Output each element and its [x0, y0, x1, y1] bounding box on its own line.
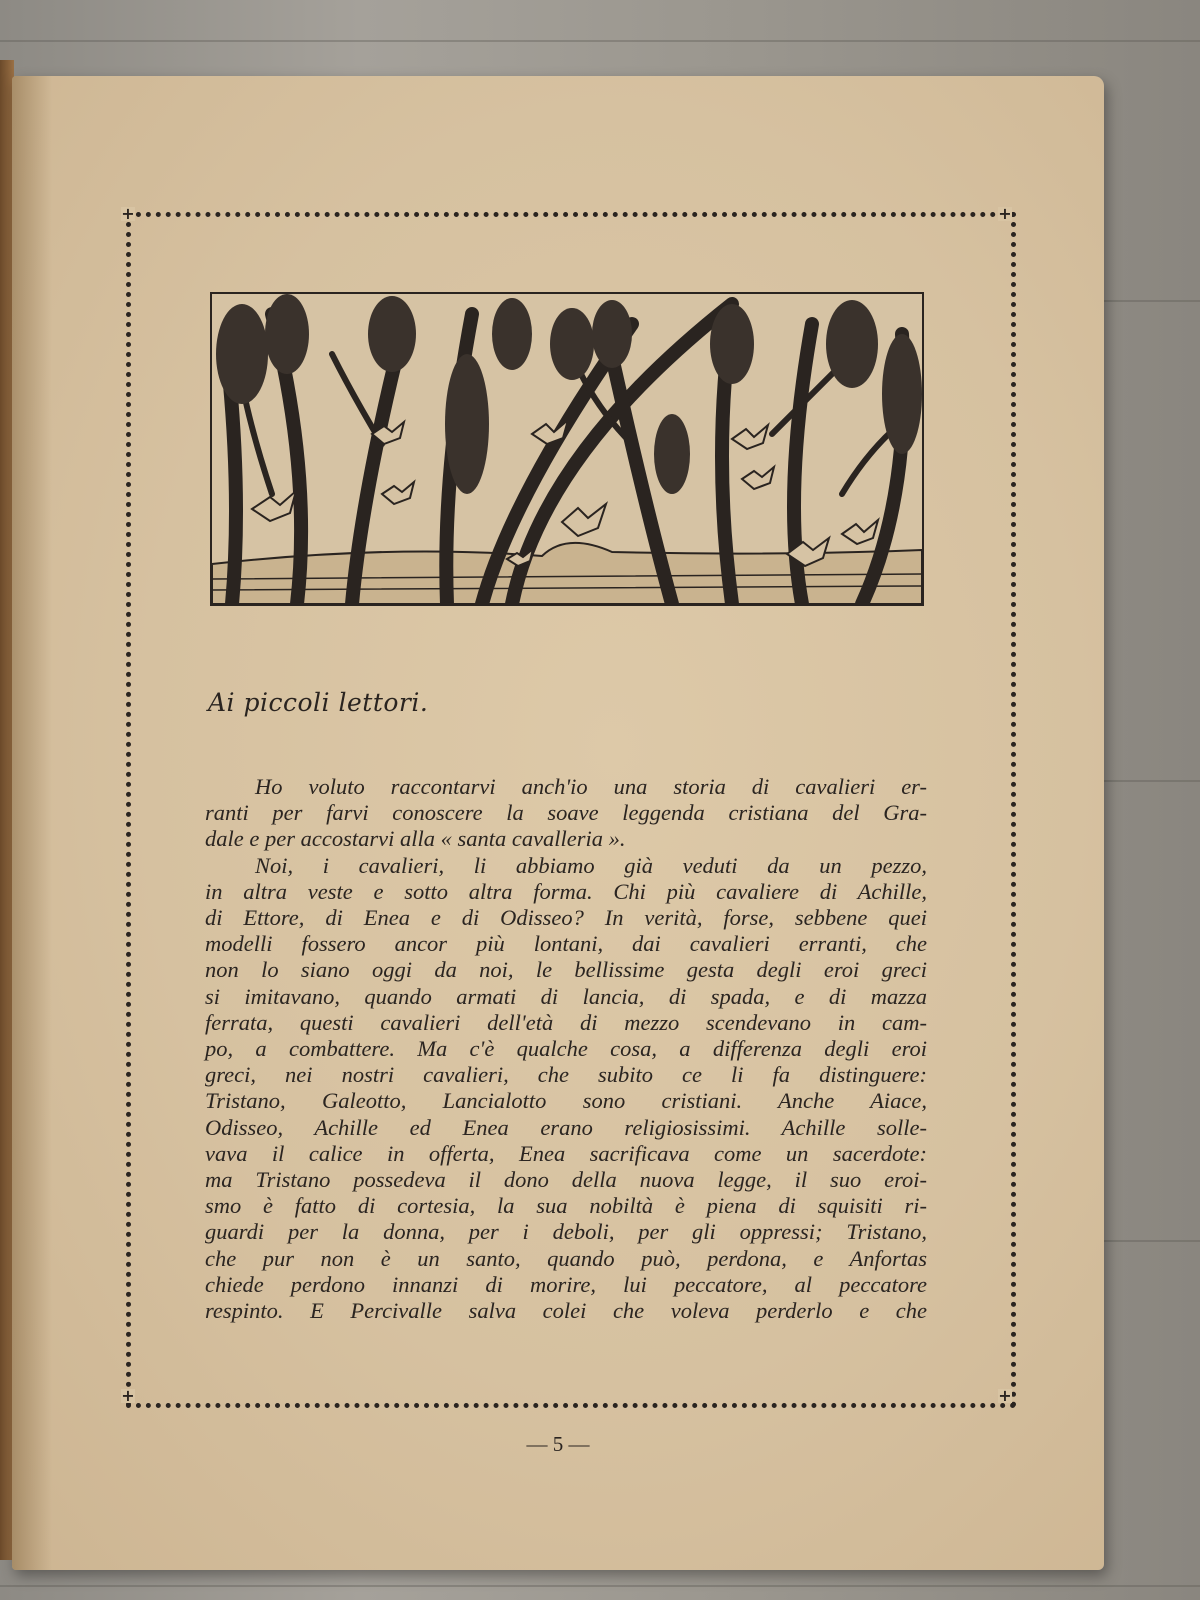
- book-page: [12, 76, 1104, 1570]
- text-line: modelli fossero ancor più lontani, dai cavalieri erranti, che: [205, 931, 927, 957]
- frame-corner-ornament: +: [121, 204, 135, 223]
- text-line: smo è fatto di cortesia, la sua nobiltà è piena di squisiti ri-: [205, 1193, 927, 1219]
- text-line: ranti per farvi conoscere la soave leggenda cristiana del Gra-: [205, 800, 927, 826]
- text-line: vava il calice in offerta, Enea sacrificava come un sacerdote:: [205, 1140, 927, 1166]
- text-line: che pur non è un santo, quando può, perdona, e Anfortas: [205, 1245, 927, 1271]
- text-line: non lo siano oggi da noi, le bellissime gesta degli eroi greci: [205, 957, 927, 983]
- text-line: Ho voluto raccontarvi anch'io una storia di cavalieri er-: [255, 774, 927, 799]
- text-line: Tristano, Galeotto, Lancialotto sono cristiani. Anche Aiace,: [205, 1088, 927, 1114]
- text-line: in altra veste e sotto altra forma. Chi più cavaliere di Achille,: [205, 878, 927, 904]
- text-line: ma Tristano possedeva il dono della nuova legge, il suo eroi-: [205, 1167, 927, 1193]
- text-line: Noi, i cavalieri, li abbiamo già veduti da un pezzo,: [255, 852, 927, 878]
- text-line: guardi per la donna, per i deboli, per gli oppressi; Tristano,: [205, 1219, 927, 1245]
- text-line: di Ettore, di Enea e di Odisseo? In verità, forse, sebbene quei: [205, 905, 927, 931]
- text-line: Odisseo, Achille ed Enea erano religiosissimi. Achille solle-: [205, 1114, 927, 1140]
- frame-corner-ornament: +: [121, 1386, 135, 1405]
- chapter-heading: Ai piccoli lettori.: [208, 688, 429, 717]
- page-gutter-shadow: [12, 76, 52, 1570]
- woodcut-trees-birds-illustration: [210, 292, 924, 606]
- frame-corner-ornament: +: [998, 1386, 1012, 1405]
- text-line: po, a combattere. Ma c'è qualche cosa, a differenza degli eroi: [205, 1036, 927, 1062]
- text-line: respinto. E Percivalle salva colei che voleva perderlo e che: [205, 1298, 927, 1324]
- text-line: greci, nei nostri cavalieri, che subito ce li fa distinguere:: [205, 1062, 927, 1088]
- text-line: si imitavano, quando armati di lancia, di spada, e di mazza: [205, 983, 927, 1009]
- frame-corner-ornament: +: [998, 204, 1012, 223]
- body-paragraph: [205, 774, 927, 1324]
- text-line: chiede perdono innanzi di morire, lui peccatore, al peccatore: [205, 1271, 927, 1297]
- text-line: dale e per accostarvi alla « santa cavalleria ».: [205, 826, 626, 852]
- text-line: ferrata, questi cavalieri dell'età di mezzo scendevano in cam-: [205, 1009, 927, 1035]
- page-number: — 5 —: [526, 1432, 590, 1456]
